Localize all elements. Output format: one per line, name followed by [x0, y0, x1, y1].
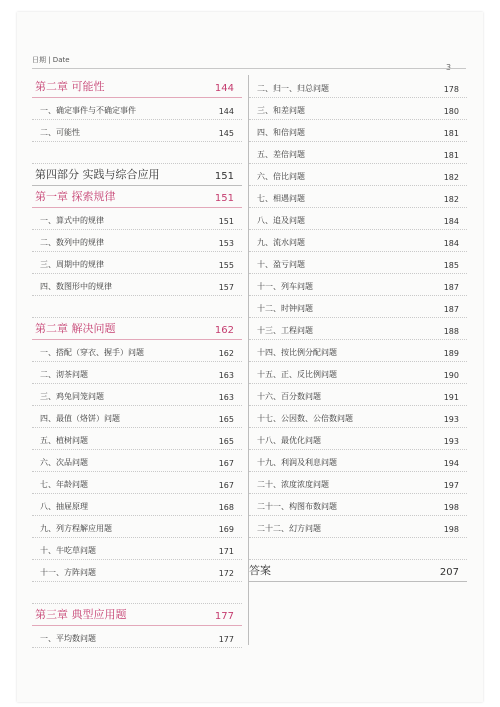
- toc-entry-title: 答案: [249, 564, 271, 577]
- toc-entry-title: 十八、最优化问题: [257, 436, 321, 445]
- toc-row: [249, 471, 467, 494]
- blank-row: [32, 295, 242, 318]
- toc-entry-page: 151: [214, 193, 234, 204]
- toc-entry-page: 191: [443, 393, 459, 402]
- toc-entry-page: 144: [214, 83, 234, 94]
- toc-entry-page: 165: [218, 415, 234, 424]
- toc-row: [32, 537, 242, 560]
- toc-entry-title: 第一章 探索规律: [35, 190, 116, 203]
- toc-entry-title: 十、牛吃草问题: [40, 546, 96, 555]
- blank-row: [32, 581, 242, 604]
- toc-entry-title: 二、可能性: [40, 128, 80, 137]
- toc-entry-page: 163: [218, 371, 234, 380]
- toc-entry-page: 169: [218, 525, 234, 534]
- toc-entry-title: 第二章 可能性: [35, 80, 105, 93]
- toc-entry-title: 十一、列车问题: [257, 282, 313, 291]
- toc-entry-title: 四、和倍问题: [257, 128, 305, 137]
- toc-entry-page: 167: [218, 481, 234, 490]
- toc-row: [32, 361, 242, 384]
- toc-entry-title: 八、追及问题: [257, 216, 305, 225]
- toc-entry-page: 198: [443, 525, 459, 534]
- toc-entry-page: 165: [218, 437, 234, 446]
- toc-entry-page: 180: [443, 107, 459, 116]
- toc-row: [249, 119, 467, 142]
- toc-entry-title: 一、平均数问题: [40, 634, 96, 643]
- toc-entry-page: 151: [214, 171, 234, 182]
- toc-entry-page: 171: [218, 547, 234, 556]
- toc-entry-title: 十三、工程问题: [257, 326, 313, 335]
- toc-entry-title: 九、流水问题: [257, 238, 305, 247]
- toc-row: [249, 515, 467, 538]
- toc-row: [32, 207, 242, 230]
- toc-entry-title: 六、倍比问题: [257, 172, 305, 181]
- toc-entry-page: 178: [443, 85, 459, 94]
- page-number: 3: [446, 63, 452, 72]
- toc-entry-title: 第二章 解决问题: [35, 322, 116, 335]
- toc-entry-page: 181: [443, 151, 459, 160]
- chapter-heading: [32, 603, 242, 626]
- toc-entry-page: 155: [218, 261, 234, 270]
- toc-row: [32, 339, 242, 362]
- toc-row: [249, 405, 467, 428]
- toc-entry-title: 七、相遇问题: [257, 194, 305, 203]
- toc-row: [32, 119, 242, 142]
- toc-right-column: [248, 75, 467, 645]
- toc-entry-title: 七、年龄问题: [40, 480, 88, 489]
- toc-row: [32, 229, 242, 252]
- toc-row: [249, 207, 467, 230]
- toc-row: [249, 229, 467, 252]
- answers-heading: [249, 559, 467, 582]
- toc-entry-title: 十六、百分数问题: [257, 392, 321, 401]
- toc-entry-title: 一、搭配（穿衣、握手）问题: [40, 348, 144, 357]
- toc-row: [32, 97, 242, 120]
- chapter-heading: [32, 317, 242, 340]
- date-header: 日期 | Date: [32, 56, 70, 64]
- toc-entry-page: 153: [218, 239, 234, 248]
- toc-entry-title: 五、植树问题: [40, 436, 88, 445]
- toc-entry-page: 187: [443, 283, 459, 292]
- toc-entry-title: 十一、方阵问题: [40, 568, 96, 577]
- toc-entry-page: 193: [443, 437, 459, 446]
- blank-row: [32, 141, 242, 164]
- toc-entry-title: 十九、利润及利息问题: [257, 458, 337, 467]
- toc-entry-page: 193: [443, 415, 459, 424]
- toc-row: [249, 493, 467, 516]
- toc-row: [249, 75, 467, 98]
- toc-row: [32, 405, 242, 428]
- toc-entry-title: 十四、按比例分配问题: [257, 348, 337, 357]
- toc-row: [249, 251, 467, 274]
- toc-entry-page: 185: [443, 261, 459, 270]
- toc-row: [249, 295, 467, 318]
- toc-entry-page: 187: [443, 305, 459, 314]
- toc-entry-page: 163: [218, 393, 234, 402]
- toc-entry-title: 三、和差问题: [257, 106, 305, 115]
- toc-row: [32, 559, 242, 582]
- toc-entry-page: 194: [443, 459, 459, 468]
- header-rule: [32, 68, 466, 69]
- toc-entry-title: 十五、正、反比例问题: [257, 370, 337, 379]
- toc-entry-title: 二、数列中的规律: [40, 238, 104, 247]
- part-heading: [32, 163, 242, 186]
- toc-entry-page: 172: [218, 569, 234, 578]
- toc-entry-page: 198: [443, 503, 459, 512]
- toc-row: [249, 361, 467, 384]
- toc-row: [249, 97, 467, 120]
- toc-entry-page: 168: [218, 503, 234, 512]
- toc-entry-title: 十二、时钟问题: [257, 304, 313, 313]
- toc-row: [249, 449, 467, 472]
- toc-entry-title: 九、列方程解应用题: [40, 524, 112, 533]
- chapter-heading: [32, 75, 242, 98]
- toc-row: [32, 625, 242, 648]
- toc-entry-page: 181: [443, 129, 459, 138]
- toc-entry-page: 144: [218, 107, 234, 116]
- toc-row: [249, 383, 467, 406]
- toc-entry-title: 十七、公因数、公倍数问题: [257, 414, 353, 423]
- toc-entry-page: 157: [218, 283, 234, 292]
- toc-entry-title: 三、周期中的规律: [40, 260, 104, 269]
- toc-entry-page: 151: [218, 217, 234, 226]
- toc-row: [249, 163, 467, 186]
- toc-row: [249, 427, 467, 450]
- toc-entry-title: 二十二、幻方问题: [257, 524, 321, 533]
- toc-row: [249, 185, 467, 208]
- toc-row: [32, 493, 242, 516]
- toc-entry-title: 第四部分 实践与综合应用: [35, 168, 160, 181]
- toc-entry-page: 162: [218, 349, 234, 358]
- toc-entry-page: 184: [443, 239, 459, 248]
- toc-entry-page: 162: [214, 325, 234, 336]
- toc-row: [249, 273, 467, 296]
- toc-entry-page: 190: [443, 371, 459, 380]
- toc-row: [249, 317, 467, 340]
- toc-entry-title: 八、抽屉原理: [40, 502, 88, 511]
- toc-entry-title: 一、确定事件与不确定事件: [40, 106, 136, 115]
- toc-entry-page: 197: [443, 481, 459, 490]
- toc-entry-title: 二十、浓度浓度问题: [257, 480, 329, 489]
- toc-entry-page: 188: [443, 327, 459, 336]
- toc-entry-page: 182: [443, 173, 459, 182]
- toc-entry-title: 二、沏茶问题: [40, 370, 88, 379]
- toc-entry-title: 三、鸡兔同笼问题: [40, 392, 104, 401]
- toc-entry-page: 177: [218, 635, 234, 644]
- toc-row: [32, 515, 242, 538]
- toc-entry-title: 六、次品问题: [40, 458, 88, 467]
- toc-row: [249, 339, 467, 362]
- toc-entry-title: 四、最值（烙饼）问题: [40, 414, 120, 423]
- toc-row: [32, 251, 242, 274]
- toc-left-column: [32, 75, 242, 645]
- toc-entry-page: 145: [218, 129, 234, 138]
- blank-row: [249, 537, 467, 560]
- toc-row: [32, 471, 242, 494]
- toc-entry-page: 167: [218, 459, 234, 468]
- toc-row: [249, 141, 467, 164]
- chapter-heading: [32, 185, 242, 208]
- toc-entry-title: 第三章 典型应用题: [35, 608, 127, 621]
- toc-entry-title: 十、盈亏问题: [257, 260, 305, 269]
- toc-row: [32, 273, 242, 296]
- toc-row: [32, 383, 242, 406]
- toc-entry-title: 五、差倍问题: [257, 150, 305, 159]
- toc-entry-title: 一、算式中的规律: [40, 216, 104, 225]
- toc-entry-title: 四、数图形中的规律: [40, 282, 112, 291]
- toc-row: [32, 427, 242, 450]
- toc-entry-page: 189: [443, 349, 459, 358]
- toc-entry-page: 182: [443, 195, 459, 204]
- toc-entry-title: 二十一、构图布数问题: [257, 502, 337, 511]
- toc-row: [32, 449, 242, 472]
- toc-entry-title: 二、归一、归总问题: [257, 84, 329, 93]
- toc-entry-page: 184: [443, 217, 459, 226]
- toc-entry-page: 207: [439, 567, 459, 578]
- toc-entry-page: 177: [214, 611, 234, 622]
